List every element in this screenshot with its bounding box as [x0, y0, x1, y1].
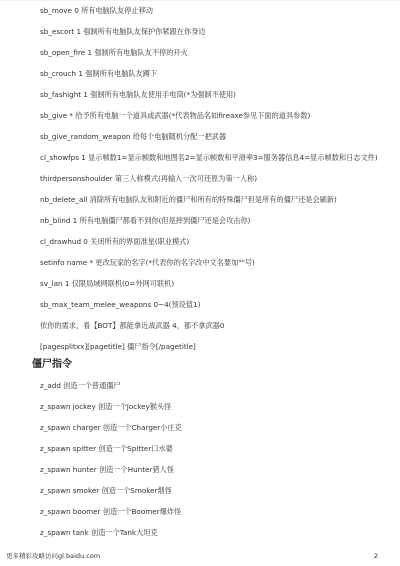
command-line: z_spawn hunter 创造一个Hunter猎人怪: [40, 465, 174, 474]
command-line: cl_drawhud 0 关闭所有的界面准星(职业模式): [40, 237, 190, 246]
command-line: setinfo name * 更改玩家的名字(*代表你的名字改中文名要加""号): [40, 258, 255, 267]
command-line: sv_lan 1 仅限局域网联机(0=外网可联机): [40, 279, 175, 288]
page-top-edge: [0, 0, 400, 1]
command-line: [pagesplitxx][pagetitle] 僵尸指令[/pagetitle]: [40, 342, 196, 351]
command-line: 依你的需求，看【BOT】都能拿近战武器 4，都不拿武器0: [40, 321, 225, 330]
command-line: sb_max_team_melee_weapons 0~4(预设值1): [40, 300, 201, 309]
page-number: 2: [373, 552, 378, 560]
command-line: z_spawn jockey 创造一个Jockey猴头怪: [40, 402, 172, 411]
section-heading: 僵尸指令: [32, 359, 72, 370]
command-line: nb_blind 1 所有电脑僵尸都看不到你(但是摔到僵尸还是会攻击你): [40, 216, 251, 225]
command-line: z_spawn tank 创造一个Tank大坦克: [40, 528, 158, 537]
command-line: sb_move 0 所有电脑队友停止移动: [40, 6, 153, 15]
command-line: z_spawn spitter 创造一个Spitter口水婆: [40, 444, 173, 453]
command-line: z_spawn charger 创造一个Charger小庄克: [40, 423, 182, 432]
command-line: sb_open_fire 1 强制所有电脑队友不停的开火: [40, 48, 188, 57]
command-line: sb_fashight 1 强制所有电脑队友使用手电筒(*为强制不使用): [40, 90, 236, 99]
command-line: sb_escort 1 强制所有电脑队友保护你紧跟在你身边: [40, 27, 206, 36]
command-line: cl_showfps 1 显示帧数1=显示帧数和地图名2=显示帧数和平滑率3=服务器信息4=显示帧数和日志文件): [40, 153, 378, 162]
footer-link-text: 更多精彩攻略访问gl.baidu.com: [6, 552, 101, 560]
command-line: sb_give_random_weapon 给每个电脑随机分配一把武器: [40, 132, 227, 141]
command-line: sb_give * 给予所有电脑一个道具或武器(*代表物品名如fireaxe参见下面的道具参数): [40, 111, 311, 120]
command-line: thirdpersonshoulder 第三人称模式(再输入一次可还原为第一人称): [40, 174, 258, 183]
command-line: sb_crouch 1 强制所有电脑队友蹲下: [40, 69, 158, 78]
command-line: z_add 创造一个普通僵尸: [40, 381, 121, 390]
command-line: nb_delete_all 消除所有电脑队友和附近的僵尸和所有的特殊僵尸但是所有的僵尸还是会刷新): [40, 195, 337, 204]
command-line: z_spawn smoker 创造一个Smoker烟怪: [40, 486, 172, 495]
document-content: [32, 6, 380, 549]
command-line: z_spawn boomer 创造一个Boomer爆炸怪: [40, 507, 182, 516]
